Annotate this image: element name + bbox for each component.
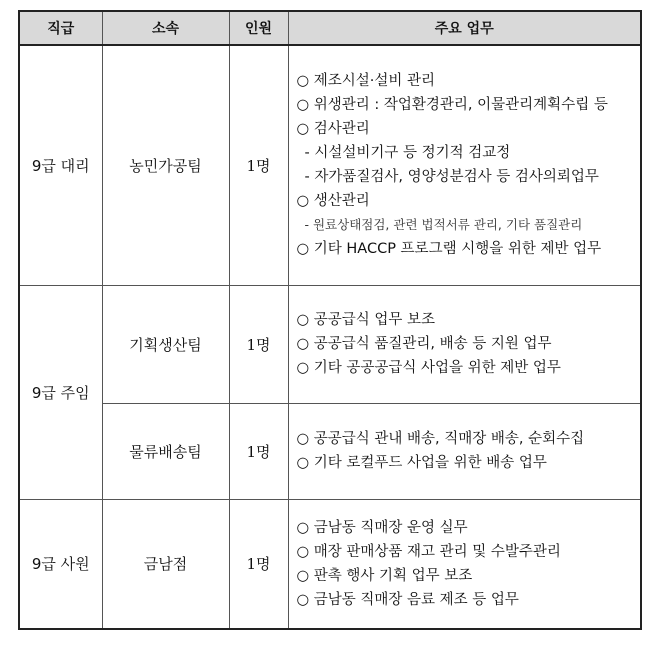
dept-cell: 기획생산팀: [102, 285, 229, 403]
duty-subitem: - 시설설비기구 등 정기적 검교정: [304, 145, 511, 162]
header-duty: 주요 업무: [288, 11, 641, 45]
count-cell: 1명: [229, 499, 288, 629]
table-row: [19, 499, 641, 629]
duty-item: ○ 매장 판매상품 재고 관리 및 수발주관리: [296, 543, 561, 560]
duty-item: ○ 기타 HACCP 프로그램 시행을 위한 제반 업무: [296, 241, 602, 258]
table-row: [19, 45, 641, 285]
job-table-container: [18, 10, 640, 630]
header-count: 인원: [229, 11, 288, 45]
count-cell: 1명: [229, 403, 288, 499]
dept-cell: 농민가공팀: [102, 45, 229, 285]
duty-item: ○ 기타 공공공급식 사업을 위한 제반 업무: [296, 360, 561, 376]
job-table: [18, 10, 642, 630]
duty-cell: [288, 499, 641, 629]
duty-item: ○ 공공급식 관내 배송, 직매장 배송, 순회수집: [296, 431, 585, 447]
duty-item: ○ 공공급식 품질관리, 배송 등 지원 업무: [296, 336, 552, 352]
duty-item: ○ 금남동 직매장 음료 제조 등 업무: [296, 591, 519, 608]
rank-cell: 9급 대리: [19, 45, 102, 285]
table-row: [19, 403, 641, 499]
duty-item: ○ 공공급식 업무 보조: [296, 312, 436, 328]
header-dept: 소속: [102, 11, 229, 45]
duty-item: ○ 금남동 직매장 운영 실무: [296, 519, 468, 536]
rank-cell: 9급 사원: [19, 499, 102, 629]
header-row: [19, 11, 641, 45]
count-cell: 1명: [229, 285, 288, 403]
dept-cell: 물류배송팀: [102, 403, 229, 499]
table-row: [19, 285, 641, 403]
duty-cell: [288, 403, 641, 499]
dept-cell: 금남점: [102, 499, 229, 629]
duty-item: ○ 판촉 행사 기획 업무 보조: [296, 567, 473, 584]
count-cell: 1명: [229, 45, 288, 285]
header-rank: 직급: [19, 11, 102, 45]
duty-item: ○ 위생관리 : 작업환경관리, 이물관리계획수립 등: [296, 97, 608, 114]
duty-item: ○ 생산관리: [296, 193, 370, 210]
duty-cell: [288, 45, 641, 285]
duty-subitem: - 원료상태점검, 관련 법적서류 관리, 기타 품질관리: [304, 217, 583, 233]
duty-item: ○ 검사관리: [296, 121, 370, 138]
duty-subitem: - 자가품질검사, 영양성분검사 등 검사의뢰업무: [304, 169, 599, 186]
duty-item: ○ 제조시설·설비 관리: [296, 73, 436, 90]
rank-cell: 9급 주임: [19, 285, 102, 499]
duty-cell: [288, 285, 641, 403]
duty-item: ○ 기타 로컬푸드 사업을 위한 배송 업무: [296, 455, 547, 471]
